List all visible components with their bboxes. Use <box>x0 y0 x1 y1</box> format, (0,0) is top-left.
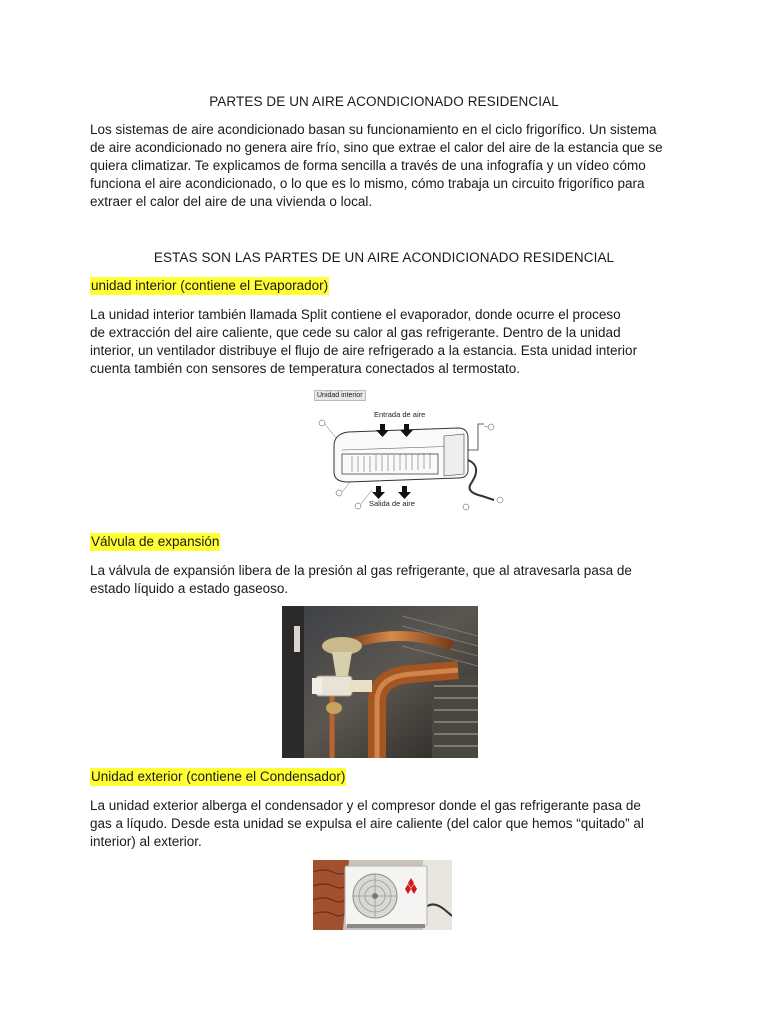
intro-paragraph <box>90 121 690 211</box>
diagram-tag: Unidad interior <box>314 390 366 401</box>
intro-line: Los sistemas de aire acondicionado basan su funcionamiento en el ciclo frigorífico. Un sistema <box>90 122 657 137</box>
interior-line: de extracción del aire caliente, que cede su calor al gas refrigerante. Dentro de la unidad <box>90 325 621 340</box>
interior-line: interior, un ventilador distribuye el flujo de aire refrigerado a la estancia. Esta unidad interior <box>90 343 638 358</box>
exterior-line: interior) al exterior. <box>90 834 202 849</box>
valve-paragraph <box>90 562 690 598</box>
intro-line: extraer el calor del aire de una vivienda o local. <box>90 194 373 209</box>
interior-paragraph <box>90 306 690 378</box>
interior-line: La unidad interior también llamada Split contiene el evaporador, donde ocurre el proceso <box>90 307 621 322</box>
exterior-line: La unidad exterior alberga el condensador y el compresor donde el gas refrigerante pasa de <box>90 798 641 813</box>
intro-line: funciona el aire acondicionado, o lo que es lo mismo, cómo trabaja un circuito frigorífico para <box>90 176 645 191</box>
interior-line: cuenta también con sensores de temperatura conectados al termostato. <box>90 361 520 376</box>
split-unit-drawing <box>312 390 512 520</box>
page-title: PARTES DE UN AIRE ACONDICIONADO RESIDENCIAL <box>209 94 559 109</box>
heading-exterior-unit: Unidad exterior (contiene el Condensador) <box>91 769 346 784</box>
heading-interior-unit: unidad interior (contiene el Evaporador) <box>91 278 329 293</box>
intro-line: quiera climatizar. Te explicamos de forma sencilla a través de una infografía y un vídeo cómo <box>90 158 646 173</box>
intro-line: de aire acondicionado no genera aire frío, sino que extrae el calor del aire de la estancia que se <box>90 140 663 155</box>
exterior-paragraph <box>90 797 690 851</box>
exterior-unit-photo <box>313 860 452 930</box>
section-subtitle: ESTAS SON LAS PARTES DE UN AIRE ACONDICIONADO RESIDENCIAL <box>153 250 615 265</box>
valve-line: La válvula de expansión libera de la presión al gas refrigerante, que al atravesarla pasa de <box>90 563 632 578</box>
valve-line: estado líquido a estado gaseoso. <box>90 581 289 596</box>
exterior-line: gas a líqudo. Desde esta unidad se expulsa el aire caliente (del calor que hemos “quitado” al <box>90 816 644 831</box>
heading-expansion-valve: Válvula de expansión <box>91 534 220 549</box>
expansion-valve-photo <box>282 606 478 758</box>
air-inlet-label: Entrada de aire <box>374 410 426 419</box>
interior-unit-diagram <box>312 390 512 520</box>
air-outlet-label: Salida de aire <box>369 499 415 508</box>
